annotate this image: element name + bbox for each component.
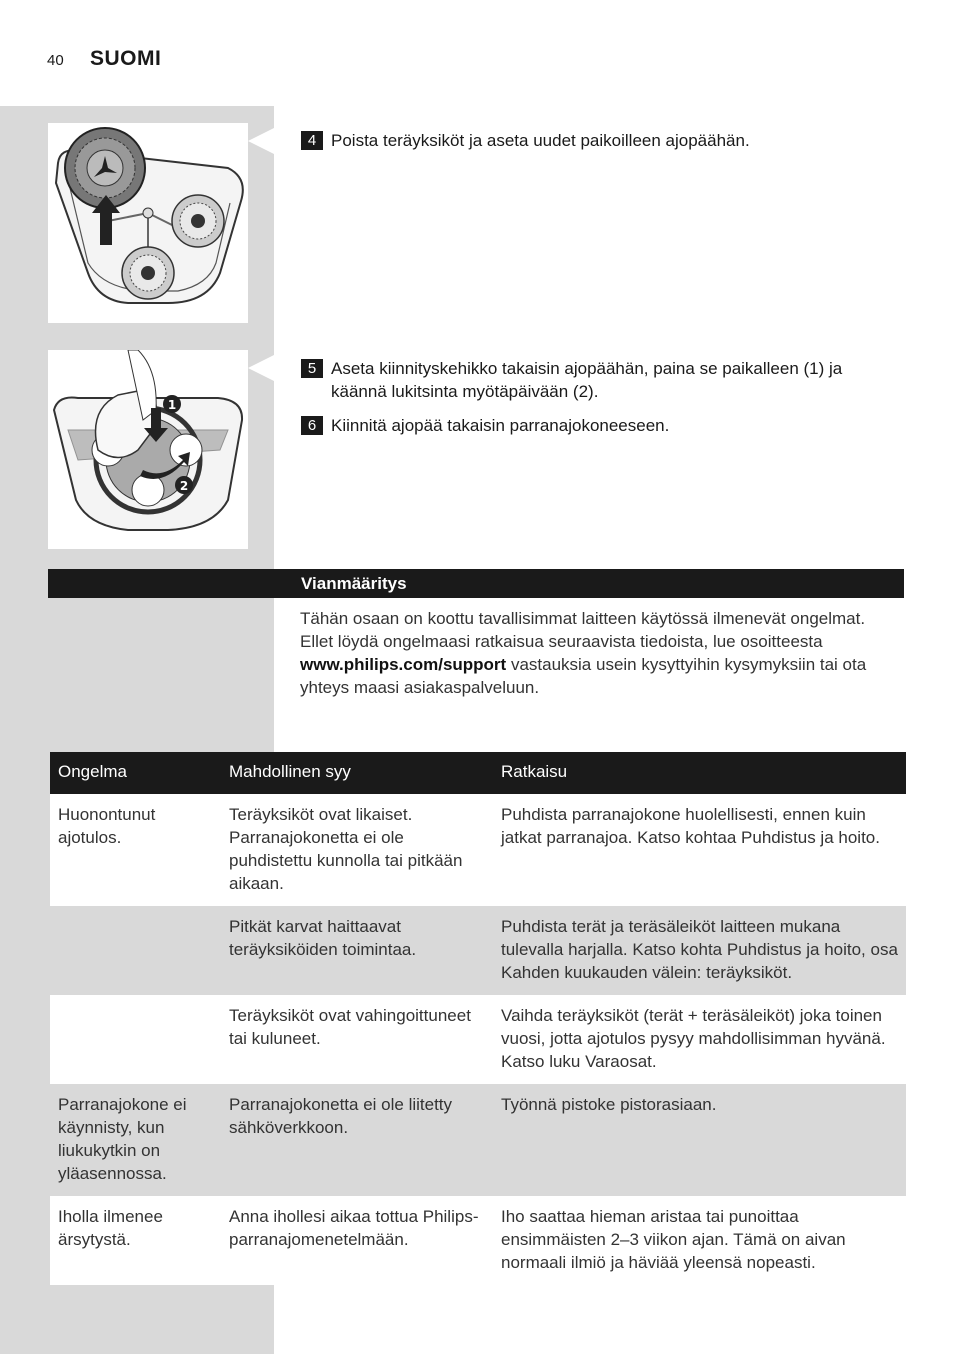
step-text: Poista teräyksiköt ja aseta uudet paikoilleen ajopäähän. <box>331 131 750 150</box>
cell-problem <box>50 906 221 995</box>
column-header-solution: Ratkaisu <box>493 752 906 794</box>
step-number: 6 <box>301 416 323 435</box>
section-intro <box>300 607 900 699</box>
table-header-row <box>50 752 906 794</box>
cell-problem: Huonontunut ajotulos. <box>50 794 221 906</box>
step-text: Kiinnitä ajopää takaisin parranajokoneeseen. <box>331 416 670 435</box>
section-header <box>48 569 904 598</box>
cell-problem: Parranajokone ei käynnisty, kun liukukytkin on yläasennossa. <box>50 1084 221 1196</box>
intro-text: Tähän osaan on koottu tavallisimmat laitteen käytössä ilmenevät ongelmat. Ellet löydä ongelmaasi ratkaisua seuraavista tiedoista, lue osoitteesta <box>300 609 866 651</box>
table-row <box>50 1196 906 1285</box>
step-number: 5 <box>301 359 323 378</box>
figure-remove-cutting-units <box>48 123 248 323</box>
step-number: 4 <box>301 131 323 150</box>
troubleshooting-table <box>50 752 906 1285</box>
step-5 <box>301 357 901 403</box>
column-header-cause: Mahdollinen syy <box>221 752 493 794</box>
figure-attach-retaining-frame <box>48 350 248 549</box>
callout-2: 2 <box>179 479 189 493</box>
intro-text-end: vastauksia usein kysyttyihin kysymyksiin tai ota yhteys maasi asiakaspalveluun. <box>300 655 867 697</box>
page-number: 40 <box>47 52 64 69</box>
step-4 <box>301 129 901 152</box>
step-6 <box>301 414 901 437</box>
cell-solution: Vaihda teräyksiköt (terät + teräsäleiköt) joka toinen vuosi, jotta ajotulos pysyy mahdollisimman hyvänä. Katso luku Varaosat. <box>493 995 906 1084</box>
cell-solution: Iho saattaa hieman aristaa tai punoittaa ensimmäisten 2–3 viikon ajan. Tämä on aivan normaali ilmiö ja häviää yleensä nopeasti. <box>493 1196 906 1285</box>
figure-pointer <box>248 128 274 154</box>
cell-cause: Parranajokonetta ei ole liitetty sähköverkkoon. <box>221 1084 493 1196</box>
callout-1: 1 <box>167 398 177 412</box>
support-link[interactable]: www.philips.com/support <box>300 655 507 674</box>
table-row <box>50 1084 906 1196</box>
cell-cause: Teräyksiköt ovat likaiset. Parranajokonetta ei ole puhdistettu kunnolla tai pitkään aikaan. <box>221 794 493 906</box>
cell-solution: Puhdista parranajokone huolellisesti, ennen kuin jatkat parranajoa. Katso kohtaa Puhdistus ja hoito. <box>493 794 906 906</box>
cell-cause: Teräyksiköt ovat vahingoittuneet tai kuluneet. <box>221 995 493 1084</box>
figure-pointer <box>248 355 274 381</box>
cell-solution: Puhdista terät ja teräsäleiköt laitteen mukana tulevalla harjalla. Katso kohta Puhdistus ja hoito, osa Kahden kuukauden välein: teräyksiköt. <box>493 906 906 995</box>
cell-problem: Iholla ilmenee ärsytystä. <box>50 1196 221 1285</box>
cell-solution: Työnnä pistoke pistorasiaan. <box>493 1084 906 1196</box>
table-row <box>50 794 906 906</box>
language-heading: SUOMI <box>90 47 162 70</box>
column-header-problem: Ongelma <box>50 752 221 794</box>
table-row <box>50 906 906 995</box>
table-row <box>50 995 906 1084</box>
step-text: Aseta kiinnityskehikko takaisin ajopäähän, paina se paikalleen (1) ja käännä lukitsinta myötäpäivään (2). <box>331 359 843 401</box>
cell-problem <box>50 995 221 1084</box>
cell-cause: Pitkät karvat haittaavat teräyksiköiden toimintaa. <box>221 906 493 995</box>
section-title: Vianmääritys <box>301 574 407 593</box>
cell-cause: Anna ihollesi aikaa tottua Philips-parranajomenetelmään. <box>221 1196 493 1285</box>
